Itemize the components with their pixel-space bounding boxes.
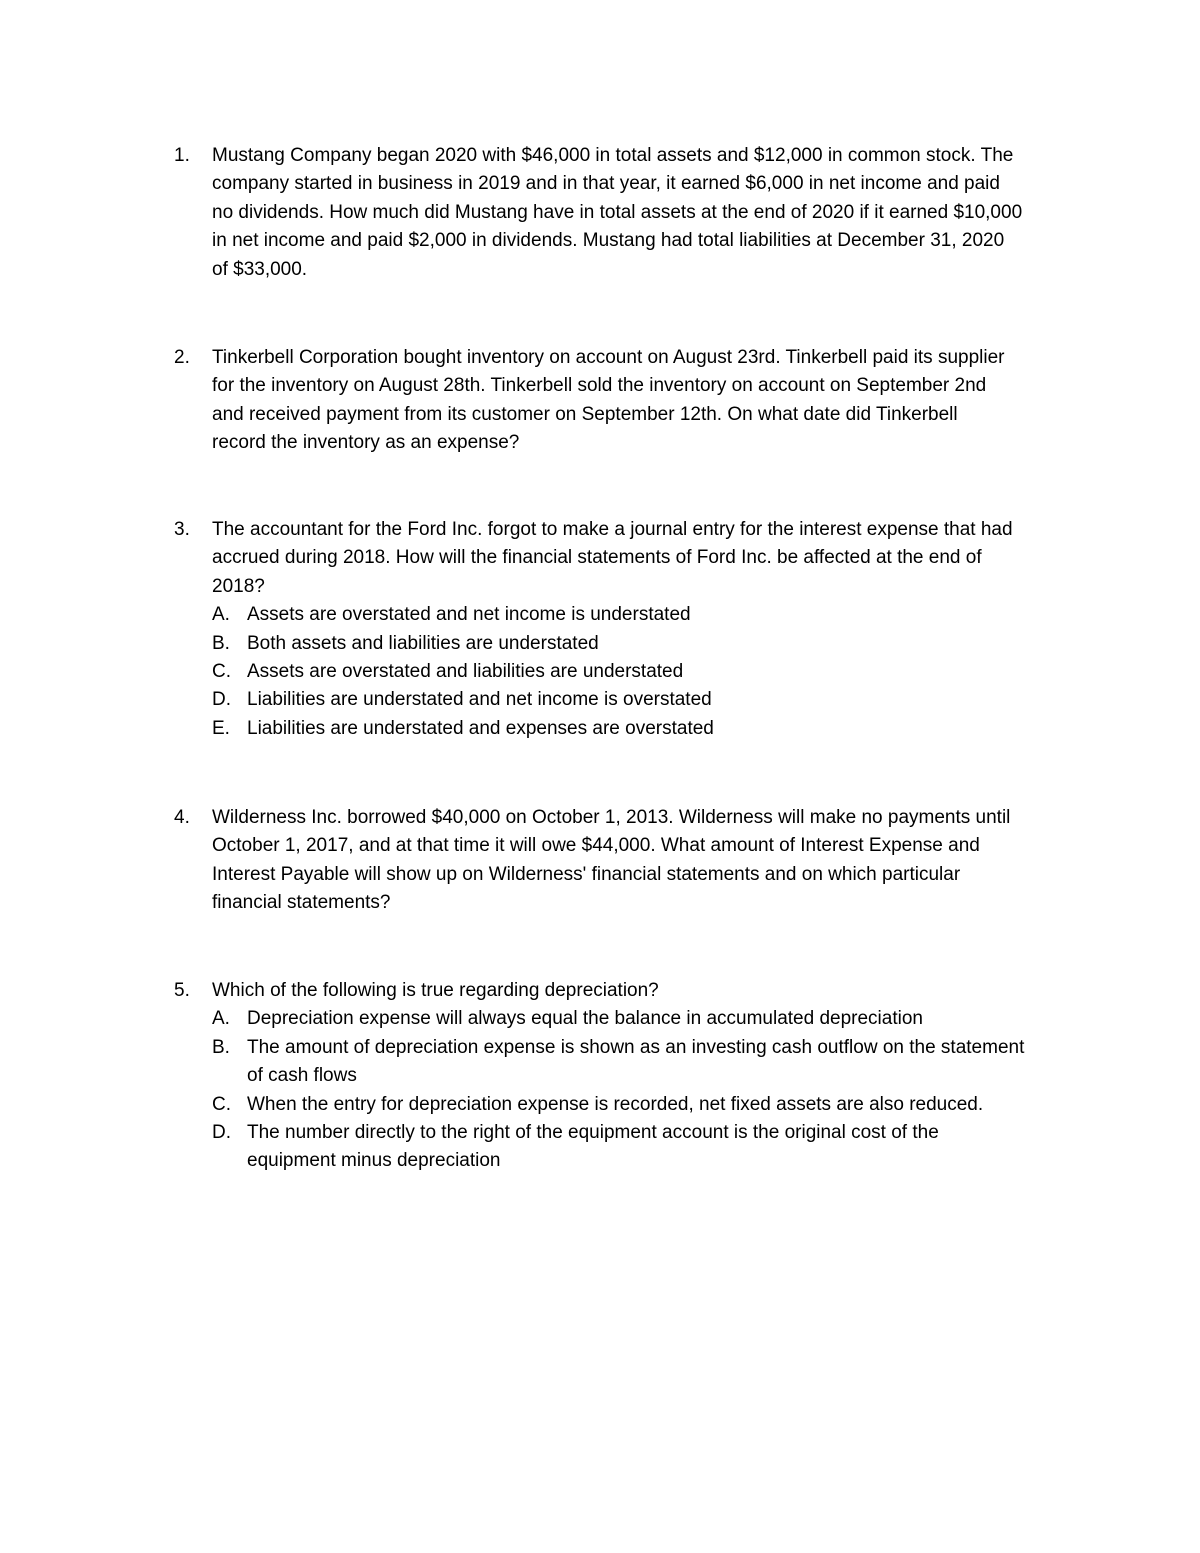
option-letter: D. — [212, 1122, 231, 1144]
answer-option — [212, 715, 1074, 743]
option-text: Depreciation expense will always equal the balance in accumulated depreciation — [247, 1008, 923, 1030]
option-text: Both assets and liabilities are understated — [247, 632, 599, 654]
answer-option — [212, 658, 1074, 686]
answer-options — [174, 601, 1074, 743]
answer-option — [212, 1091, 1074, 1119]
option-text: Liabilities are understated and net income is overstated — [247, 689, 712, 711]
option-text: When the entry for depreciation expense is recorded, net fixed assets are also reduced. — [247, 1093, 984, 1115]
question-1 — [174, 142, 1074, 284]
option-text: Assets are overstated and net income is understated — [247, 604, 691, 626]
answer-option — [212, 601, 1074, 629]
option-text: Assets are overstated and liabilities are understated — [247, 661, 684, 683]
question-text: Mustang Company began 2020 with $46,000 in total assets and $12,000 in common stock. The company started in business in 2019 and in that year, it earned $6,000 in net income and paid no dividends. How much did Mustang have in total assets at the end of 2020 if it earned $10,000 in net income and paid $2,000 in dividends. Mustang had total liabilities at December 31, 2020 of $33,000. — [212, 145, 1023, 280]
option-letter: A. — [212, 604, 230, 626]
question-text: Wilderness Inc. borrowed $40,000 on October 1, 2013. Wilderness will make no payments until October 1, 2017, and at that time it will owe $44,000. What amount of Interest Expense and Interest Payable will show up on Wilderness' financial statements and on which particular financial statements? — [212, 807, 1011, 914]
answer-option — [212, 630, 1074, 658]
option-letter: E. — [212, 717, 230, 739]
option-letter: C. — [212, 1093, 231, 1115]
option-letter: B. — [212, 1036, 230, 1058]
answer-option — [212, 1005, 1074, 1033]
question-3 — [174, 516, 1074, 743]
question-number: 4. — [174, 807, 190, 828]
question-text: The accountant for the Ford Inc. forgot to make a journal entry for the interest expense that had accrued during 2018. How will the financial statements of Ford Inc. be affected at the end of 2018? — [212, 519, 1013, 597]
option-text: The number directly to the right of the equipment account is the original cost of the equipment minus depreciation — [247, 1122, 939, 1172]
answer-option — [212, 1034, 1074, 1091]
option-text: The amount of depreciation expense is shown as an investing cash outflow on the statement of cash flows — [247, 1036, 1025, 1087]
option-letter: D. — [212, 689, 231, 711]
answer-options — [174, 1005, 1074, 1175]
question-number: 3. — [174, 519, 190, 540]
question-number: 2. — [174, 347, 190, 368]
question-number: 1. — [174, 145, 190, 166]
answer-option — [212, 1119, 1074, 1176]
question-4 — [174, 804, 1074, 918]
option-letter: C. — [212, 661, 231, 683]
option-text: Liabilities are understated and expenses are overstated — [247, 717, 714, 739]
option-letter: B. — [212, 632, 230, 654]
question-text: Tinkerbell Corporation bought inventory on account on August 23rd. Tinkerbell paid its supplier for the inventory on August 28th. Tinkerbell sold the inventory on account on September 2nd and received payment from its customer on September 12th. On what date did Tinkerbell record the inventory as an expense? — [212, 347, 1005, 454]
option-letter: A. — [212, 1008, 230, 1030]
question-5 — [174, 977, 1074, 1176]
question-number: 5. — [174, 980, 190, 1001]
question-text: Which of the following is true regarding depreciation? — [212, 980, 659, 1001]
answer-option — [212, 686, 1074, 714]
question-2 — [174, 344, 1074, 458]
